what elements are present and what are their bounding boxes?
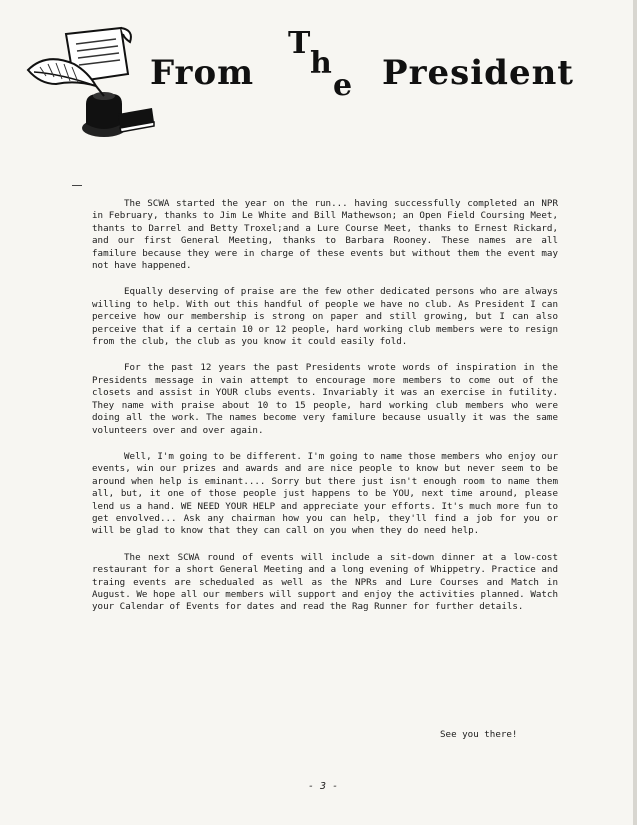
title-letter-h: h bbox=[310, 46, 332, 81]
presidents-message bbox=[92, 198, 558, 628]
title-letter-t: T bbox=[288, 26, 311, 61]
closing-line: See you there! bbox=[440, 729, 518, 740]
page-edge-shadow bbox=[633, 0, 637, 825]
title-letter-e: e bbox=[333, 68, 353, 103]
title-word-president: President bbox=[382, 53, 574, 93]
paragraph: Well, I'm going to be different. I'm going to name those members who enjoy our events, win our prizes and awards and are nice people to know but never seem to be around when help is eminant.... Sorry but there just isn't enough room to name them all, but, it one of those people just happens to be YOU, next time around, please lend us a hand. WE NEED YOUR HELP and appreciate your efforts. It's much more fun to get envolved... Ask any chairman how you can help, they'll find a job for you or will be glad to know that they can call on you when they do need help. bbox=[92, 450, 558, 537]
page-number: - 3 - bbox=[308, 781, 339, 792]
paragraph: For the past 12 years the past Presidents wrote words of inspiration in the Presidents message in vain attempt to encourage more members to come out of the closets and assist in YOUR clubs events. Invariably it was an exercise in futility. They name with praise about 10 to 15 people, hard working club members who were doing all the work. The names become very familure because usually it was the same volunteers over and over again. bbox=[92, 362, 558, 436]
paragraph: The SCWA started the year on the run... having successfully completed an NPR in February, thanks to Jim Le White and Bill Mathewson; an Open Field Coursing Meet, thants to Darrel and Betty Troxel;and a Lure Course Meet, thanks to Ernest Rickard, and our first General Meeting, thanks to Barbara Rooney. These names are all familure because they were in charge of these events but without them the event may not have happened. bbox=[92, 198, 558, 272]
paragraph: Equally deserving of praise are the few other dedicated persons who are always willing to help. With out this handful of people we have no club. As President I can perceive how our membership is strong on paper and still growing, but I can also perceive that if a certain 10 or 12 people, hard working club members were to resign from the club, the club as you know it could easily fold. bbox=[92, 286, 558, 348]
margin-mark bbox=[72, 185, 82, 186]
page-title bbox=[150, 20, 630, 110]
paragraph: The next SCWA round of events will include a sit-down dinner at a low-cost restaurant for a short General Meeting and a long evening of Whippetry. Practice and traing events are schedualed as well as the NPRs and Lure Courses and Match in August. We hope all our members will support and enjoy the activities planned. Watch your Calendar of Events for dates and read the Rag Runner for further details. bbox=[92, 551, 558, 613]
title-word-from: From bbox=[150, 53, 255, 93]
quill-and-scroll-illustration bbox=[26, 24, 156, 144]
